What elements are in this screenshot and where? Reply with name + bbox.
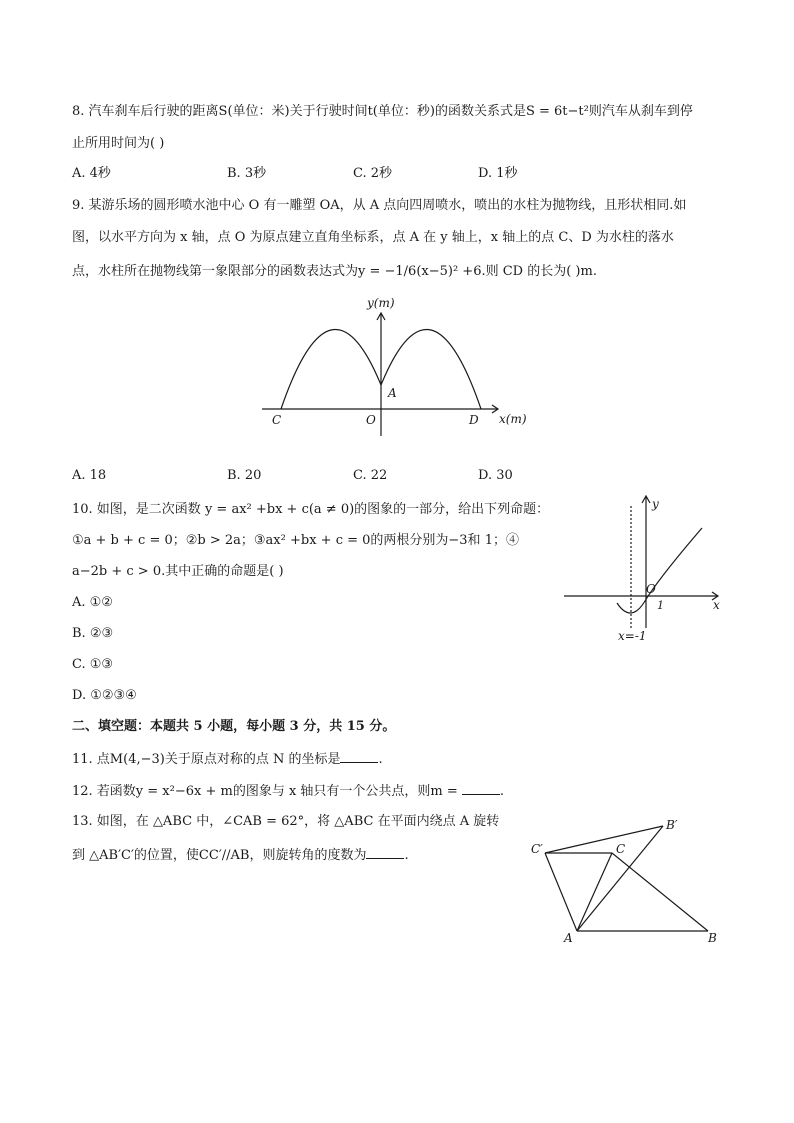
q8-stem-line1: 8. 汽车刹车后行驶的距离S(单位：米)关于行驶时间t(单位：秒)的函数关系式是S = 6t−t²则汽车从刹车到停 [72, 104, 693, 119]
q13-segment-cprime-bprime [545, 826, 663, 853]
q9-origin-label: O [366, 413, 376, 427]
q13-label-b-prime: B′ [666, 818, 678, 832]
q9-point-c-label: C [272, 413, 282, 427]
q10-y-label: y [652, 497, 659, 511]
q9-stem-line2: 图，以水平方向为 x 轴，点 O 为原点建立直角坐标系，点 A 在 y 轴上，x 轴上的点 C、D 为水柱的落水 [72, 230, 674, 245]
q9-left-parabola [281, 329, 381, 409]
q10-x-label: x [713, 598, 720, 612]
q9-option-a: A. 18 [72, 468, 107, 483]
section-description: 本题共 5 小题，每小题 3 分，共 15 分。 [150, 719, 396, 734]
q8-stem-line2: 止所用时间为( ) [72, 136, 165, 151]
q9-stem-line1: 9. 某游乐场的圆形喷水池中心 O 有一雕塑 OA，从 A 点向四周喷水，喷出的水柱为抛物线，且形状相同.如 [72, 198, 687, 213]
q11-text: 11. 点M(4,−3)关于原点对称的点 N 的坐标是 [72, 752, 341, 767]
q13-answer-blank[interactable] [366, 846, 404, 859]
q13-stem-line2: 到 △AB′C′的位置，使CC′//AB，则旋转角的度数为 . [72, 848, 409, 863]
q10-option-c: C. ①③ [72, 657, 114, 672]
q12-stem: 12. 若函数y = x²−6x + m的图象与 x 轴只有一个公共点，则m = . [72, 784, 505, 799]
q9-stem-line3: 点，水柱所在抛物线第一象限部分的函数表达式为y = −1/6(x−5)² +6.则 CD 的长为( )m. [72, 264, 597, 279]
q10-stem-line1: 10. 如图，是二次函数 y = ax² +bx + c(a ≠ 0)的图象的一部分，给出下列命题： [72, 502, 550, 517]
q12-answer-blank[interactable] [462, 782, 500, 795]
q9-y-label: y(m) [367, 296, 395, 310]
q10-tick-one: 1 [657, 599, 664, 612]
q9-option-d: D. 30 [478, 468, 513, 483]
q10-stem-line3: a−2b + c > 0.其中正确的命题是( ) [72, 564, 284, 579]
q9-option-b: B. 20 [227, 468, 262, 483]
q8-option-c: C. 2秒 [353, 166, 393, 181]
q10-stem-line2: ①a + b + c = 0；②b > 2a；③ax² +bx + c = 0的两根分别为−3和 1；④ [72, 533, 519, 548]
q9-point-a-label: A [388, 386, 397, 400]
section-title: 二、填空题： [72, 719, 151, 734]
q13-text: 到 △AB′C′的位置，使CC′//AB，则旋转角的度数为 [72, 848, 367, 863]
q9-option-c: C. 22 [353, 468, 388, 483]
q13-stem-line1: 13. 如图，在 △ABC 中，∠CAB = 62°，将 △ABC 在平面内绕点 A 旋转 [72, 814, 500, 829]
q8-option-a: A. 4秒 [72, 166, 111, 181]
q13-label-c: C [616, 842, 626, 856]
q8-option-b: B. 3秒 [227, 166, 267, 181]
q10-symmetry-label: x=-1 [618, 629, 647, 643]
q9-fountain-figure [250, 290, 540, 440]
q9-x-label: x(m) [499, 412, 527, 426]
q13-label-a: A [564, 931, 573, 945]
q9-point-d-label: D [469, 413, 479, 427]
q10-parabola-figure [560, 490, 730, 650]
q13-segment-ac-prime [545, 853, 577, 931]
q13-label-b: B [708, 931, 717, 945]
q13-segment-ac [577, 853, 612, 931]
q12-text: 12. 若函数y = x²−6x + m的图象与 x 轴只有一个公共点，则m = [72, 784, 462, 799]
section-fill-in-heading [72, 719, 395, 735]
q11-answer-blank[interactable] [340, 750, 378, 763]
q10-option-a: A. ①② [72, 595, 113, 610]
q11-stem: 11. 点M(4,−3)关于原点对称的点 N 的坐标是 . [72, 752, 383, 767]
q13-rotation-figure [525, 810, 725, 950]
q13-segment-cb [612, 853, 708, 931]
q10-option-d: D. ①②③④ [72, 688, 137, 703]
q8-option-d: D. 1秒 [478, 166, 518, 181]
q13-label-c-prime: C′ [531, 842, 543, 856]
q10-option-b: B. ②③ [72, 626, 114, 641]
q10-origin-label: O [646, 582, 656, 596]
